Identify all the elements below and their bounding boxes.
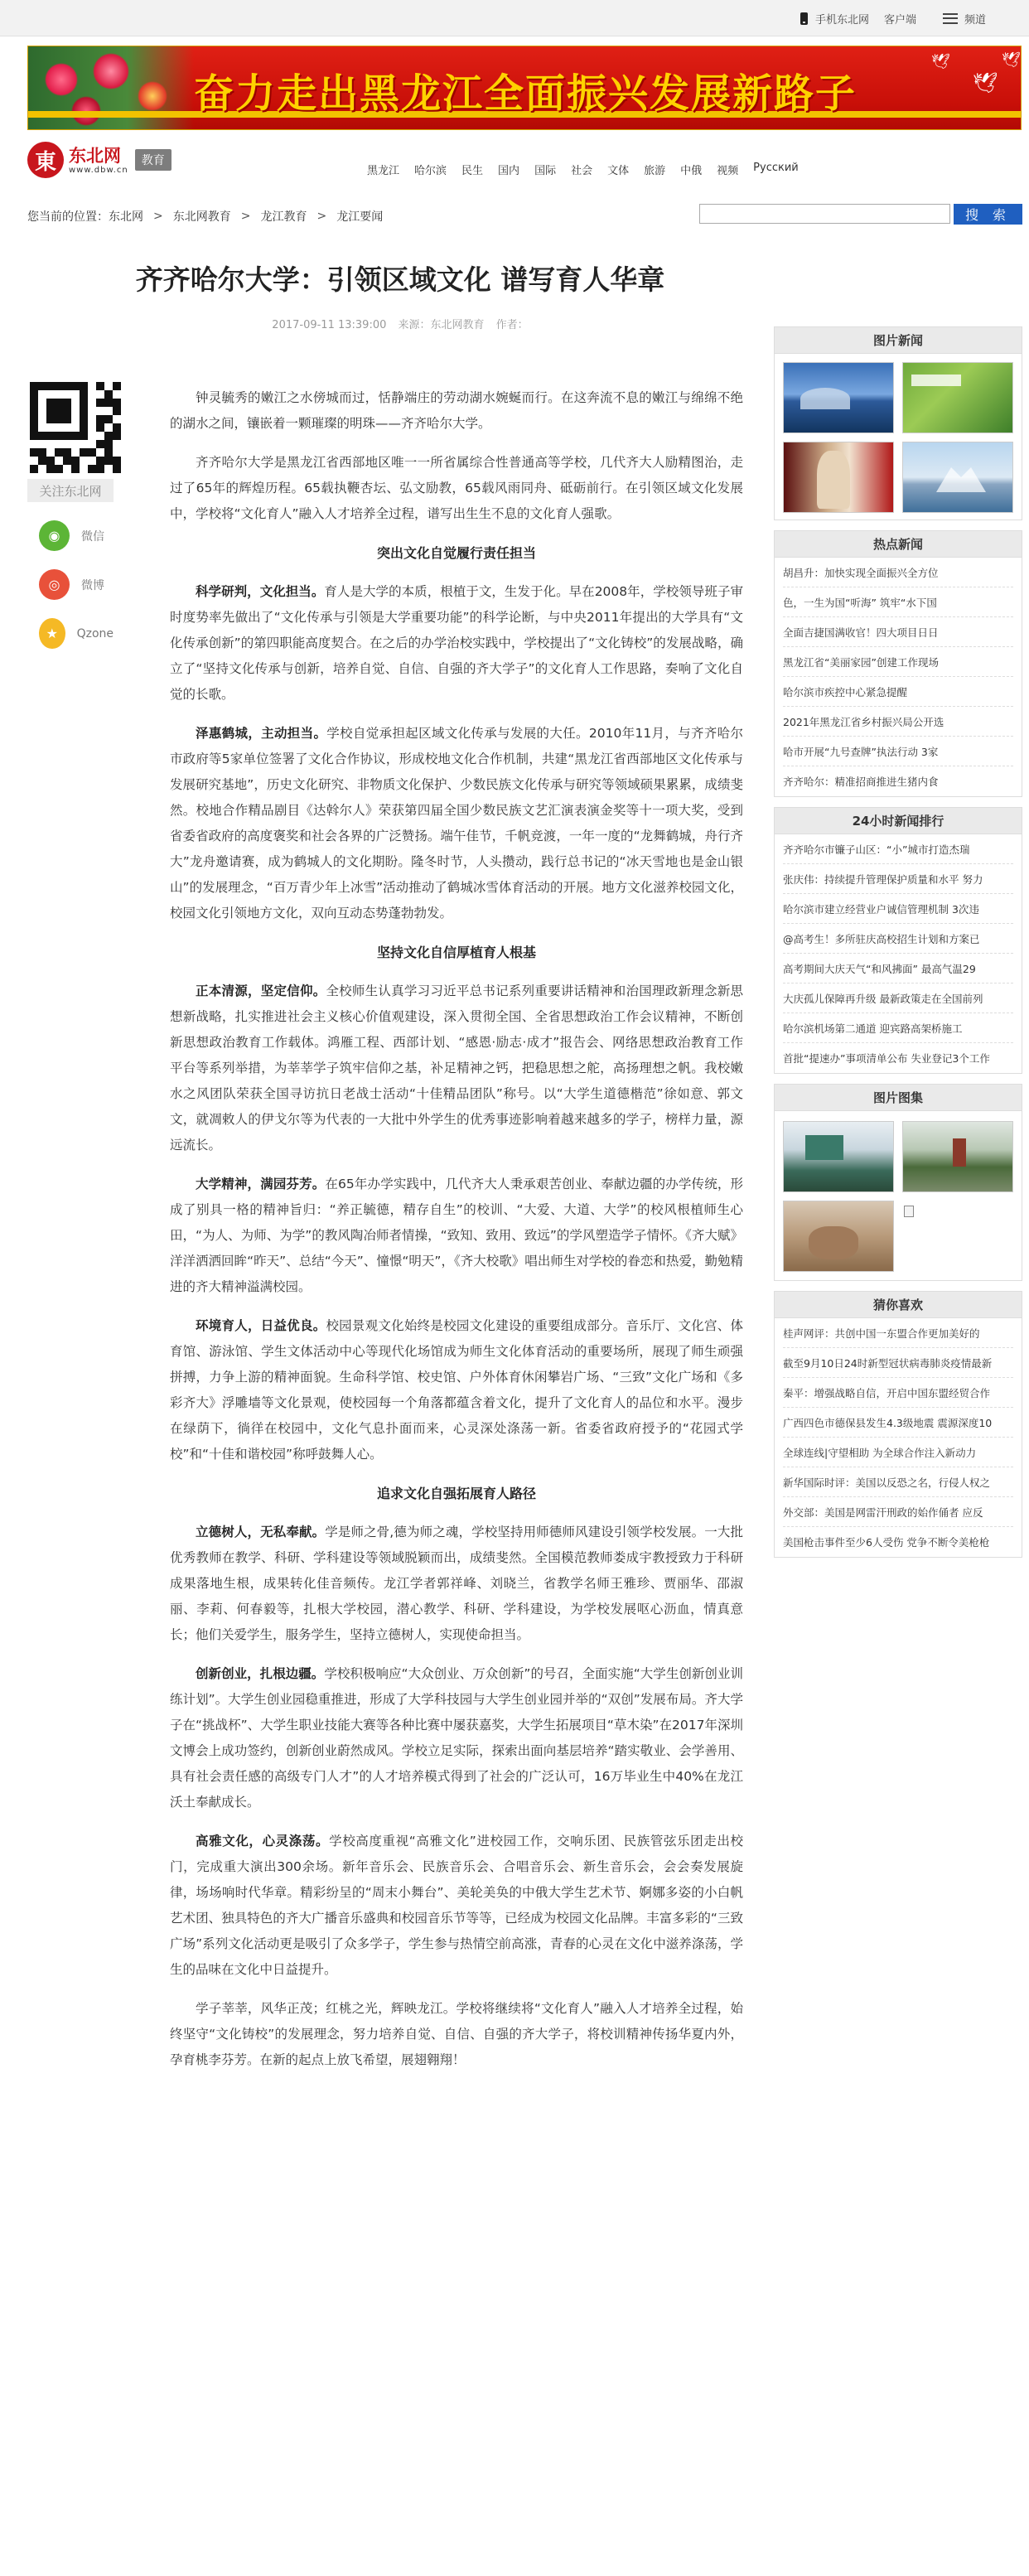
qr-module [30, 390, 38, 399]
qr-module [63, 448, 71, 457]
qr-module [104, 432, 113, 440]
nav-item[interactable]: 国内 [498, 165, 520, 177]
article-author: 作者： [495, 319, 529, 331]
atlas-image[interactable] [902, 1201, 1013, 1272]
photo-news-box [774, 326, 1022, 520]
qr-module [96, 407, 104, 415]
rank-news-item[interactable]: 首批“提速办”事项清单公布 失业登记3个工作 [783, 1052, 990, 1065]
paragraph-text: 校园景观文化始终是校园文化建设的重要组成部分。音乐厅、文化宫、体育馆、游泳馆、学生文体活动中心等现代化场馆成为师生文化体育活动的重要场所，展现了师生顽强拼搏，力争上游的精神面貌。生命科学馆、校史馆、户外体育休闲攀岩广场、“三致”文化广场和《多彩齐大》浮雕墙等文化景观，使校园每一个角落都蕴含着文化，提升了文化育人的品位和水平。漫步在绿荫下，徜徉在校园中，文化气息扑面而来，心灵深处涤荡一新。省委省政府授予的“花园式学校”和“十佳和谐校园”称呼鼓舞人心。 [170, 1318, 743, 1462]
qr-module [113, 415, 121, 423]
qr-module [104, 448, 113, 457]
qr-module [46, 407, 55, 415]
article-date: 2017-09-11 13:39:00 [272, 319, 387, 331]
qzone-star-icon: ★ [39, 618, 65, 649]
photo-news-image[interactable] [902, 362, 1013, 433]
article-paragraph: 学子莘莘，风华正茂；红桃之光，辉映龙江。学校将继续将“文化育人”融入人才培养全过程，始终坚守“文化铸校”的发展理念，努力培养自觉、自信、自强的齐大学子，将校训精神传扬华夏内外，孕育桃李芬芳。在新的起点上放飞希望，展翅翱翔！ [170, 2001, 743, 2067]
qr-module [46, 465, 55, 473]
qr-module [71, 432, 80, 440]
mobile-link[interactable] [800, 11, 869, 27]
nav-item[interactable]: Русский [753, 162, 799, 174]
hot-news-item[interactable]: 齐齐哈尔：精准招商推进生猪内食 [783, 776, 939, 788]
paragraph-lead: 立德树人，无私奉献。 [196, 1525, 326, 1539]
breadcrumb-prefix: 您当前的位置： [27, 210, 109, 224]
qr-module [80, 382, 88, 390]
rank-news-item[interactable]: 大庆孤儿保障再升级 最新政策走在全国前列 [783, 984, 1013, 1013]
qr-module [63, 465, 71, 473]
share-qzone[interactable] [39, 618, 114, 649]
qr-module [30, 432, 38, 440]
top-bar [0, 0, 1029, 36]
paragraph-lead: 泽惠鹤城，主动担当。 [196, 726, 327, 741]
breadcrumb-item[interactable]: 东北网教育 [172, 210, 231, 224]
qr-module [104, 457, 113, 465]
qr-module [80, 423, 88, 432]
qr-module [38, 399, 46, 407]
share-wechat[interactable] [39, 520, 114, 551]
qr-module [104, 415, 113, 423]
paragraph-lead: 科学研判，文化担当。 [196, 584, 325, 599]
qr-module [55, 432, 63, 440]
qr-module [46, 423, 55, 432]
qr-module [38, 448, 46, 457]
qr-module [63, 407, 71, 415]
nav-item[interactable]: 国际 [534, 165, 557, 177]
guess-title: 猜你喜欢 [775, 1292, 1022, 1318]
qr-module [63, 382, 71, 390]
qr-module [38, 382, 46, 390]
guess-box [774, 1291, 1022, 1558]
qr-module [38, 390, 46, 399]
paragraph-text: 学校高度重视“高雅文化”进校园工作，交响乐团、民族管弦乐团走出校门，完成重大演出300余场。新年音乐会、民族音乐会、合唱音乐会、新生音乐会，会会奏发展旋律，场场响时代华章。精彩纷呈的“周末小舞台”、美轮美奂的中俄大学生艺术节、婀娜多姿的小白帆艺术团、独具特色的齐大广播音乐盛典和校园音乐节等等，已经成为校园文化品牌。丰富多彩的“三致广场”系列文化活动更是吸引了众多学子，学生参与热情空前高涨，青春的心灵在文化中滋养涤荡，学生的品味在文化中日益提升。 [170, 1834, 743, 1977]
breadcrumb-item[interactable]: 龙江要闻 [336, 210, 384, 224]
weibo-icon: ◎ [39, 569, 70, 600]
guess-item[interactable]: 新华国际时评：美国以反恐之名，行侵人权之 [783, 1467, 1013, 1497]
qr-module [30, 399, 38, 407]
paragraph-text: 育人是大学的本质，根植于文，生发于化。早在2008年，学校领导班子审时度势率先做出了“文化传承与引领是大学重要功能”的科学论断，与中央2011年提出的大学具有“文化传承创新”的第四职能高度契合。在之后的办学治校实践中，学校提出了“文化铸校”的发展战略，确立了“坚持文化传承与创新，培养自觉、自信、自强的齐大学子”的文化育人工作思路，奏响了文化自觉的长歌。 [170, 584, 743, 702]
breadcrumb-separator: > [153, 210, 163, 223]
page-title: 齐齐哈尔大学：引领区域文化 谱写育人华章 [135, 263, 665, 296]
qr-module [113, 390, 121, 399]
guess-item[interactable]: 广西四色市德保县发生4.3级地震 震源深度10 [783, 1408, 1013, 1438]
qr-module [88, 432, 96, 440]
qr-module [38, 440, 46, 448]
qr-module [30, 457, 38, 465]
qr-module [113, 432, 121, 440]
nav-item[interactable]: 民生 [461, 165, 484, 177]
qr-module [104, 465, 113, 473]
photo-news-image[interactable] [783, 362, 894, 433]
qr-module [88, 399, 96, 407]
atlas-image[interactable] [902, 1121, 1013, 1192]
qr-module [38, 407, 46, 415]
qr-module [113, 382, 121, 390]
qr-module [55, 382, 63, 390]
qr-module [46, 440, 55, 448]
share-qzone-label: Qzone [76, 626, 114, 640]
qr-module [30, 407, 38, 415]
photo-news-title: 图片新闻 [775, 327, 1022, 354]
qr-module [38, 423, 46, 432]
breadcrumb-separator: > [316, 210, 327, 223]
logo-name: 东北网 [69, 144, 121, 166]
qr-module [113, 440, 121, 448]
qr-module [104, 440, 113, 448]
qr-module [104, 423, 113, 432]
rank-news-title: 24小时新闻排行 [775, 808, 1022, 834]
qr-module [55, 399, 63, 407]
nav-item[interactable]: 旅游 [644, 165, 666, 177]
search-button[interactable]: 搜 索 [954, 204, 1022, 225]
article-paragraph [170, 1313, 743, 1467]
qr-module [80, 457, 88, 465]
qr-module [63, 390, 71, 399]
article-body [170, 385, 743, 2086]
qr-module [46, 399, 55, 407]
article-paragraph [170, 1829, 743, 1983]
mobile-label: 手机东北网 [814, 13, 869, 27]
guess-item[interactable]: 美国枪击事件至少6人受伤 党争不断令美枪枪 [783, 1536, 990, 1549]
hot-news-item[interactable]: 哈尔滨市疾控中心紧急提醒 [783, 677, 1013, 707]
guess-item[interactable]: 外交部：美国是网雷汗刑政的始作俑者 应反 [783, 1497, 1013, 1527]
article-paragraph [170, 1172, 743, 1300]
qr-module [30, 382, 38, 390]
nav-item[interactable]: 视频 [717, 165, 739, 177]
breadcrumb-item[interactable]: 龙江教育 [260, 210, 307, 224]
photo-news-image[interactable] [902, 442, 1013, 513]
qr-module [96, 382, 104, 390]
qr-module [71, 415, 80, 423]
qr-module [113, 399, 121, 407]
rank-news-box [774, 807, 1022, 1074]
rank-news-item[interactable]: @高考生！多所驻庆高校招生计划和方案已 [783, 924, 1013, 954]
qr-module [80, 415, 88, 423]
qr-module [88, 382, 96, 390]
qr-module [88, 407, 96, 415]
qr-module [46, 382, 55, 390]
hot-news-item[interactable]: 胡昌升：加快实现全面振兴全方位 [783, 558, 1013, 587]
qr-module [71, 465, 80, 473]
qr-module [104, 382, 113, 390]
qr-module [96, 440, 104, 448]
dove-icon: 🕊 [973, 71, 998, 94]
share-panel [27, 379, 114, 649]
nav-item[interactable]: 文体 [607, 165, 630, 177]
qr-module [55, 415, 63, 423]
qr-module [104, 407, 113, 415]
qr-module [96, 399, 104, 407]
nav-item[interactable]: 黑龙江 [367, 165, 400, 177]
qr-module [96, 432, 104, 440]
qr-module [71, 399, 80, 407]
qr-module [30, 465, 38, 473]
paragraph-text: 在65年办学实践中，几代齐大人秉承艰苦创业、奉献边疆的办学传统，形成了别具一格的精神旨归：“养正毓德，精存自生”的校训、“大爱、大道、大学”的校风根植师生心田，“为人、为师、为学”的教风陶冶师者情操，“致知、致用、致远”的学风塑造学子情怀。《齐大赋》洋洋洒洒回眸“昨天”、总结“今天”、憧憬“明天”，《齐大校歌》唱出师生对学校的眷恋和热爱，勤勉精进的齐大精神溢满校园。 [170, 1177, 743, 1294]
hot-news-item[interactable]: 哈市开展“九号查牌”执法行动 3家 [783, 737, 1013, 766]
qr-module [113, 407, 121, 415]
article-meta [27, 316, 773, 331]
paragraph-text: 学校积极响应“大众创业、万众创新”的号召，全面实施“大学生创新创业训练计划”。大学生创业园稳重推进，形成了大学科技园与大学生创业园并举的“双创”发展布局。齐大学子在“挑战杯”、大学生职业技能大赛等各种比赛中屡获嘉奖，大学生拓展项目“草木染”在2017年深圳文博会上成功签约，创新创业蔚然成风。学校立足实际，探索出面向基层培养“踏实敬业、会学善用、具有社会责任感的高级专门人才”的人才培养模式得到了社会的广泛认可，16万毕业生中40%在龙江沃土奉献成长。 [170, 1666, 743, 1810]
paragraph-lead: 正本清源，坚定信仰。 [196, 984, 326, 998]
qr-module [30, 423, 38, 432]
qr-module [46, 432, 55, 440]
dove-icon: 🕊 [1002, 51, 1021, 69]
qr-module [96, 390, 104, 399]
rank-news-item[interactable]: 哈尔滨机场第二通道 迎宾路高架桥施工 [783, 1013, 1013, 1043]
qr-module [30, 415, 38, 423]
paragraph-text: 全校师生认真学习习近平总书记系列重要讲话精神和治国理政新理念新思想新战略，扎实推进社会主义核心价值观建设，深入贯彻全国、全省思想政治工作会议精神，不断创新思想政治教育工作载体。鸿雁工程、西部计划、“感恩·励志·成才”报告会、网络思想政治教育工作平台等系列举措，为莘莘学子筑牢信仰之基，补足精神之钙，把稳思想之舵，高扬理想之帆。我校嫩水之风团队荣获全国寻访抗日老战士活动“十佳精品团队”称号。以“大学生道德楷范”徐如意、郭文文，就凋敕人的伊戈尔等为代表的一大批中外学生的优秀事迹影响着越来越多的学子，榜样力量，源远流长。 [170, 984, 743, 1153]
qr-module [63, 399, 71, 407]
qr-module [80, 432, 88, 440]
qr-module [55, 457, 63, 465]
article-paragraph [170, 1661, 743, 1815]
menu-icon [943, 13, 958, 24]
qr-module [30, 440, 38, 448]
qr-module [96, 448, 104, 457]
qr-module [96, 465, 104, 473]
atlas-image[interactable] [783, 1121, 894, 1192]
qr-module [71, 448, 80, 457]
article-paragraph [170, 1520, 743, 1648]
paragraph-lead: 创新创业，扎根边疆。 [196, 1666, 325, 1681]
site-logo[interactable] [27, 142, 172, 178]
channel-label: 频道 [964, 13, 986, 27]
rank-news-item[interactable]: 齐齐哈尔市镰子山区：“小”城市打造杰瑞 [783, 834, 1013, 864]
breadcrumb-item[interactable]: 东北网 [109, 210, 143, 224]
qr-module [63, 432, 71, 440]
qr-module [80, 390, 88, 399]
breadcrumb-separator: > [240, 210, 251, 223]
qr-module [80, 440, 88, 448]
paragraph-text: 学校自觉承担起区域文化传承与发展的大任。2010年11月，与齐齐哈尔市政府等5家单位签署了文化合作协议，形成校地文化合作机制，共建“黑龙江省西部地区文化传承与发展研究基地”，历史文化研究、非物质文化保护、少数民族文化传承与研究等领域硕果累累，成绩斐然。校地合作精品剧目《达斡尔人》荣获第四届全国少数民族文艺汇演表演金奖等十一项大奖，受到省委省政府的高度褒奖和社会各界的广泛赞扬。端午佳节，千帆竞渡，一年一度的“龙舞鹤城，舟行齐大”龙舟邀请赛，成为鹤城人的文化期盼。隆冬时节，人头攒动，践行总书记的“冰天雪地也是金山银山”的发展理念，“百万青少年上冰雪”活动推动了鹤城冰雪体育活动的开展。地方文化滋养校园文化，校园文化引领地方文化，双向互动态势蓬勃勃发。 [170, 726, 743, 921]
share-weibo-label: 微博 [81, 578, 104, 592]
qr-module [38, 457, 46, 465]
qr-module [38, 432, 46, 440]
atlas-image[interactable] [783, 1201, 894, 1272]
hot-news-item[interactable]: 色，一生为国“听海” 筑牢“水下国 [783, 587, 1013, 617]
paragraph-lead: 环境育人，日益优良。 [196, 1318, 326, 1333]
article-paragraph: 齐齐哈尔大学是黑龙江省西部地区唯一一所省属综合性普通高等学校，几代齐大人励精图治，走过了65年的辉煌历程。65载执鞭杏坛、弘文励教，65载风雨同舟、砥砺前行。在引领区域文化发展中，学校将“文化育人”融入人才培养全过程，谱写出生生不息的文化育人强歌。 [170, 455, 743, 521]
section-heading: 追求文化自强拓展育人路径 [376, 1486, 536, 1501]
phone-icon [800, 12, 808, 25]
paragraph-text: 学是师之骨,德为师之魂，学校坚持用师德师风建设引领学校发展。一大批优秀教师在教学、科研、学科建设等领域脱颖而出，成绩斐然。全国模范教师娄成宇教授致力于科研成果落地生根，成果转化佳音频传。龙江学者郭祥峰、刘晓兰，省教学名师王雅珍、贾丽华、邵淑丽、李莉、何春毅等，扎根大学校园，潜心教学、科研、学科建设，为学校发展呕心沥血，情真意长；他们关爱学生，服务学生，坚持立德树人，实现使命担当。 [170, 1525, 743, 1642]
qr-module [71, 457, 80, 465]
qr-module [71, 407, 80, 415]
guess-item[interactable]: 桂声网评：共创中国一东盟合作更加美好的 [783, 1318, 1013, 1348]
logo-mark-icon: 東 [27, 142, 64, 178]
article-source: 来源：东北网教育 [398, 319, 485, 331]
qr-module [63, 440, 71, 448]
sidebar [774, 326, 1022, 1568]
banner-slogan: 奋力走出黑龙江全面振兴发展新路子 [194, 70, 858, 117]
main-nav [367, 162, 814, 177]
guess-item[interactable]: 秦平：增强战略自信，开启中国东盟经贸合作 [783, 1378, 1013, 1408]
article-paragraph [170, 979, 743, 1158]
qr-module [113, 457, 121, 465]
qr-module [80, 407, 88, 415]
hot-news-item[interactable]: 黑龙江省“美丽家园”创建工作现场 [783, 647, 1013, 677]
qr-module [113, 465, 121, 473]
nav-item[interactable]: 社会 [571, 165, 593, 177]
rank-news-item[interactable]: 高考期间大庆天气“和风拂面” 最高气温29 [783, 954, 1013, 984]
guess-item[interactable]: 截至9月10日24时新型冠状病毒肺炎疫情最新 [783, 1348, 1013, 1378]
dove-icon: 🕊 [931, 53, 950, 70]
qr-module [96, 415, 104, 423]
qr-module [96, 457, 104, 465]
qr-module [46, 457, 55, 465]
qr-module [88, 457, 96, 465]
share-wechat-label: 微信 [81, 529, 104, 544]
qr-module [55, 448, 63, 457]
channel-menu[interactable] [943, 11, 986, 27]
qr-module [46, 415, 55, 423]
qr-module [80, 465, 88, 473]
nav-item[interactable]: 中俄 [680, 165, 703, 177]
section-heading: 坚持文化自信厚植育人根基 [376, 945, 536, 960]
qr-module [88, 440, 96, 448]
qr-module [80, 399, 88, 407]
rank-news-item[interactable]: 张庆伟：持续提升管理保护质量和水平 努力 [783, 864, 1013, 894]
photo-news-image[interactable] [783, 442, 894, 513]
qr-module [113, 448, 121, 457]
hot-news-title: 热点新闻 [775, 531, 1022, 558]
qr-module [38, 415, 46, 423]
qr-module [63, 415, 71, 423]
top-banner[interactable] [27, 46, 1022, 130]
qr-module [71, 382, 80, 390]
qr-module [88, 465, 96, 473]
logo-url: www.dbw.cn [69, 165, 128, 175]
qr-module [96, 423, 104, 432]
qr-module [46, 390, 55, 399]
client-link[interactable]: 客户端 [883, 13, 916, 27]
qr-module [55, 407, 63, 415]
qr-module [55, 423, 63, 432]
qr-module [71, 423, 80, 432]
qr-module [88, 448, 96, 457]
atlas-title: 图片图集 [775, 1085, 1022, 1111]
qr-module [71, 390, 80, 399]
section-heading: 突出文化自觉履行责任担当 [376, 545, 536, 561]
hot-news-box [774, 530, 1022, 797]
qr-code [27, 379, 123, 476]
qr-module [63, 423, 71, 432]
qr-module [55, 465, 63, 473]
hot-news-item[interactable]: 全面吉捷国满收官！四大项目日日 [783, 617, 1013, 647]
qr-module [104, 390, 113, 399]
guess-item[interactable]: 全球连线|守望相助 为全球合作注入新动力 [783, 1438, 1013, 1467]
paragraph-lead: 高雅文化，心灵涤荡。 [196, 1834, 330, 1849]
channel-tag: 教育 [135, 149, 172, 171]
broken-image-icon [904, 1206, 914, 1217]
qr-module [88, 390, 96, 399]
qr-module [30, 448, 38, 457]
qr-label: 关注东北网 [27, 479, 114, 502]
qr-module [38, 465, 46, 473]
qr-module [55, 390, 63, 399]
article-paragraph [170, 721, 743, 926]
share-weibo[interactable] [39, 569, 114, 600]
hot-news-item[interactable]: 2021年黑龙江省乡村振兴局公开选 [783, 707, 1013, 737]
rank-news-item[interactable]: 哈尔滨市建立经营业户诚信管理机制 3次违 [783, 894, 1013, 924]
qr-module [55, 440, 63, 448]
paragraph-lead: 大学精神，满园芬芳。 [196, 1177, 326, 1191]
qr-module [63, 457, 71, 465]
qr-module [113, 423, 121, 432]
qr-module [104, 399, 113, 407]
qr-module [88, 423, 96, 432]
article-paragraph [170, 579, 743, 708]
qr-module [88, 415, 96, 423]
search-input[interactable] [699, 204, 950, 224]
qr-module [80, 448, 88, 457]
wechat-icon: ◉ [39, 520, 70, 551]
article-paragraph: 钟灵毓秀的嫩江之水傍城而过，恬静端庄的劳动湖水婉蜒而行。在这奔流不息的嫩江与绵绵不绝的湖水之间，镶嵌着一颗璀璨的明珠——齐齐哈尔大学。 [170, 390, 743, 431]
qr-module [46, 448, 55, 457]
nav-item[interactable]: 哈尔滨 [414, 165, 447, 177]
atlas-box [774, 1084, 1022, 1281]
qr-module [71, 440, 80, 448]
